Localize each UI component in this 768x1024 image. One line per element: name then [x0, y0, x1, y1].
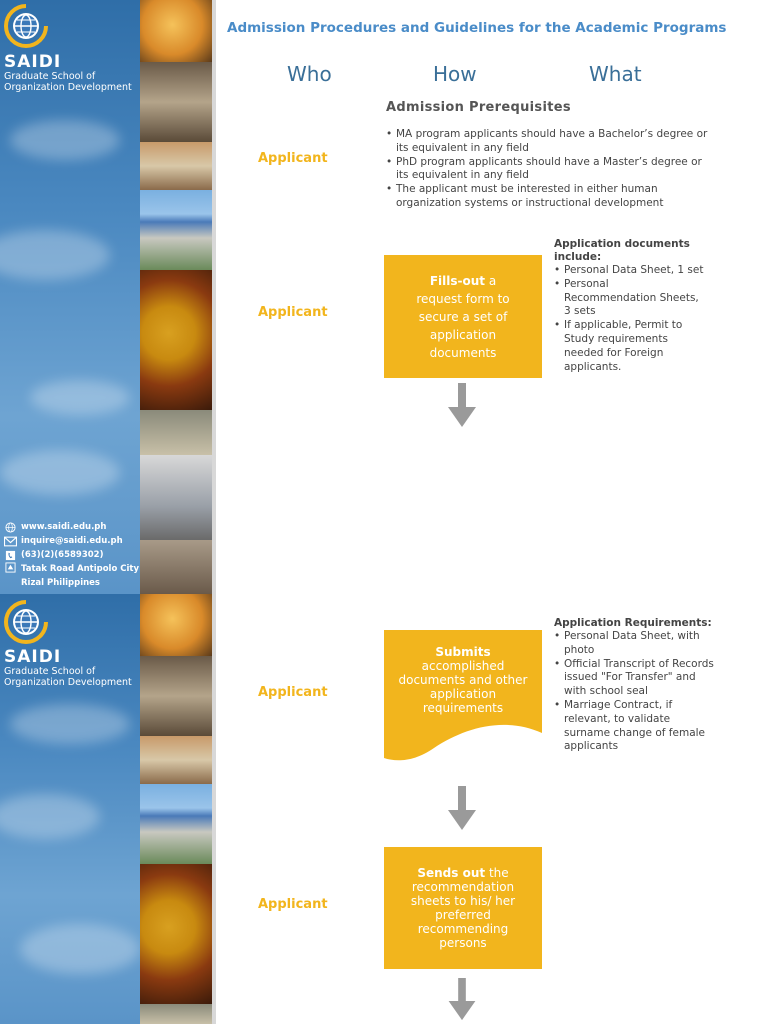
- brand-name: SAIDI: [4, 647, 62, 667]
- brand-name: SAIDI: [4, 52, 62, 72]
- docs-title: Application documents include:: [554, 238, 690, 263]
- list-item: • Marriage Contract, if relevant, to validate surname change of female applicants: [554, 699, 718, 754]
- phone-row: (63)(2)(6589302): [4, 548, 139, 562]
- list-item: • Personal Recommendation Sheets, 3 sets: [554, 278, 704, 319]
- website-row[interactable]: www.saidi.edu.ph: [4, 520, 139, 534]
- globe-icon: [4, 522, 17, 533]
- clock-photo: [140, 594, 212, 656]
- house-photo: [140, 190, 212, 270]
- documents-list: [554, 264, 704, 374]
- arrow-down-icon: [447, 786, 477, 832]
- column-header-how: How: [433, 62, 477, 86]
- docs-title: Application Requirements:: [554, 617, 712, 629]
- contact-block: [4, 520, 139, 590]
- who-label: Applicant: [258, 685, 328, 700]
- column-header-what: What: [589, 62, 642, 86]
- building-photo: [140, 736, 212, 784]
- list-item: • Personal Data Sheet, with photo: [554, 630, 718, 658]
- list-item: • The applicant must be interested in either human organization systems or instructional development: [386, 183, 716, 211]
- step-box-request-form: Fills-out a request form to secure a set of application documents: [384, 255, 542, 378]
- phone-icon: [4, 550, 17, 561]
- list-item: • If applicable, Permit to Study requirements needed for Foreign applicants.: [554, 319, 704, 374]
- prerequisites-list: [386, 128, 716, 211]
- sunflower-photo: [140, 864, 212, 1004]
- who-label: Applicant: [258, 305, 328, 320]
- brand-subtitle: Graduate School of Organization Development: [4, 71, 132, 93]
- classroom-photo: [140, 1004, 212, 1024]
- list-item: • Personal Data Sheet, 1 set: [554, 264, 704, 278]
- computer-lab-photo: [140, 455, 212, 540]
- location-icon: [4, 562, 17, 573]
- list-item: • PhD program applicants should have a Master’s degree or its equivalent in any field: [386, 156, 716, 184]
- who-label: Applicant: [258, 897, 328, 912]
- building-photo: [140, 142, 212, 190]
- classroom-photo: [140, 410, 212, 455]
- prerequisites-title: Admission Prerequisites: [386, 100, 571, 115]
- sunflower-photo: [140, 270, 212, 410]
- library-photo: [140, 656, 212, 736]
- brand-subtitle: Graduate School of Organization Development: [4, 666, 132, 688]
- list-item: • Official Transcript of Records issued "For Transfer" and with school seal: [554, 658, 718, 699]
- address-row: Tatak Road Antipolo City Rizal Philippines: [4, 562, 139, 590]
- list-item: • MA program applicants should have a Bachelor’s degree or its equivalent in any field: [386, 128, 716, 156]
- requirements-list: [554, 630, 718, 754]
- arrow-down-icon: [447, 383, 477, 429]
- saidi-logo-icon: [4, 4, 48, 48]
- library-photo: [140, 62, 212, 142]
- page-title: Admission Procedures and Guidelines for the Academic Programs: [227, 20, 727, 36]
- mail-icon: [4, 536, 17, 547]
- step-box-send-recommendations: Sends out the recommendation sheets to his/ her preferred recommending persons: [384, 847, 542, 969]
- house-photo: [140, 784, 212, 864]
- email-row[interactable]: inquire@saidi.edu.ph: [4, 534, 139, 548]
- arrow-down-icon: [447, 978, 477, 1022]
- divider: [212, 0, 216, 1024]
- saidi-logo-icon: [4, 600, 48, 644]
- who-label: Applicant: [258, 151, 328, 166]
- meeting-photo: [140, 540, 212, 594]
- column-header-who: Who: [287, 62, 332, 86]
- clock-photo: [140, 0, 212, 62]
- step-box-submit-requirements: Submits accomplished documents and other application requirements: [398, 645, 528, 715]
- photo-strip-bottom: [140, 594, 212, 1024]
- photo-strip-top: [140, 0, 212, 594]
